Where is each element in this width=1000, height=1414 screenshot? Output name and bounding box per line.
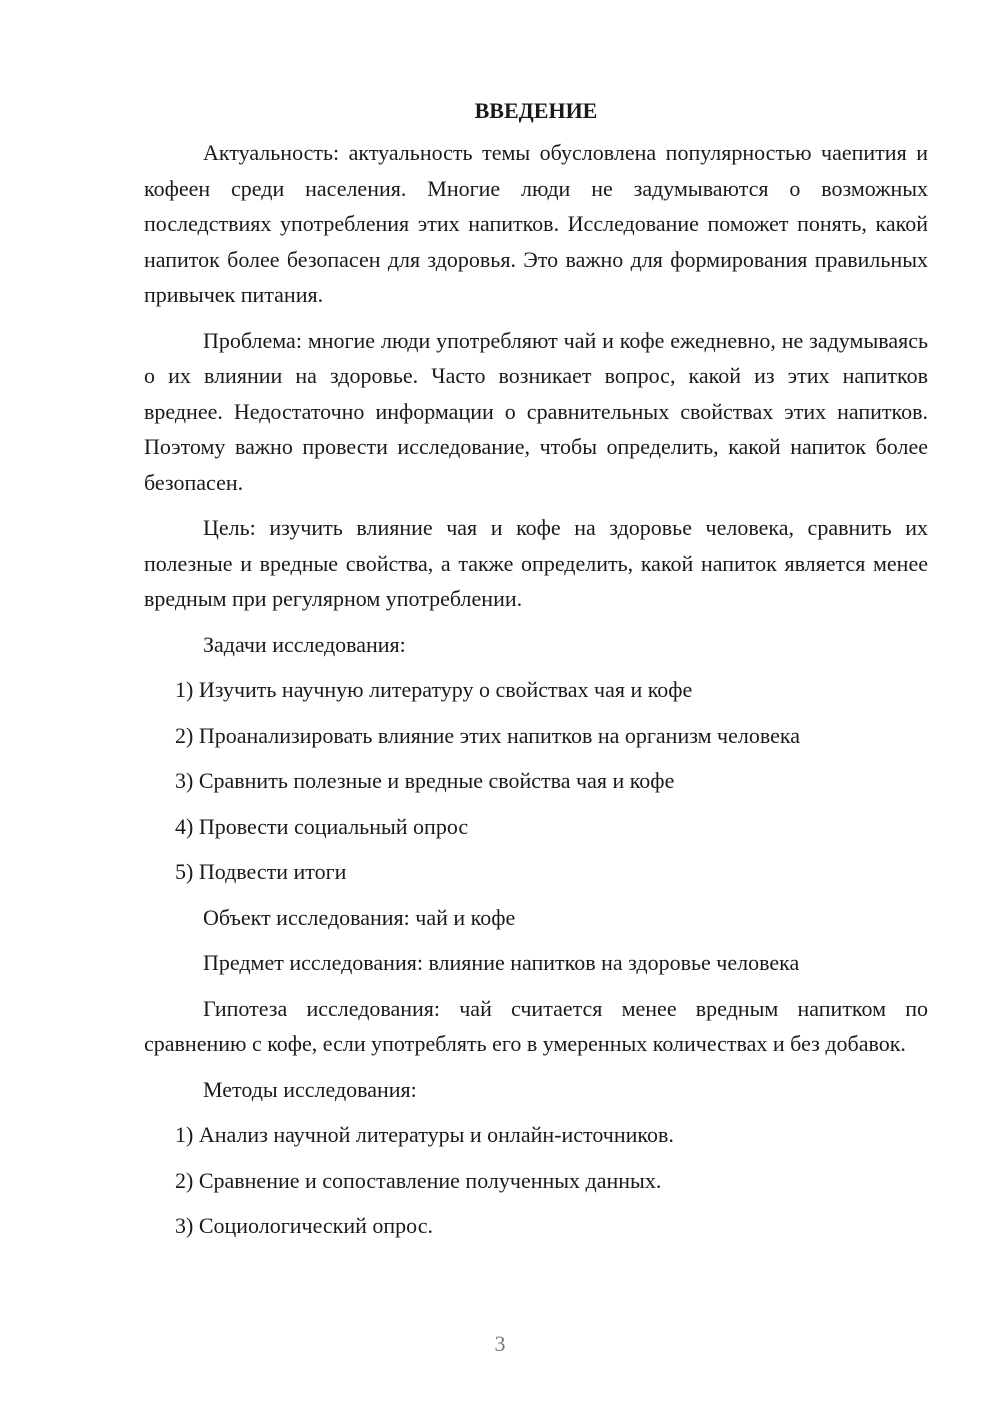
relevance-paragraph: Актуальность: актуальность темы обусловлена популярностью чаепития и кофеен среди населения. Многие люди не задумываются о возможных последствиях употребления этих напитков. Исследование поможет понять, какой напиток более безопасен для здоровья. Это важно для формирования правильных привычек питания. xyxy=(144,140,928,307)
section-title: ВВЕДЕНИЕ xyxy=(474,98,598,123)
methods-list xyxy=(144,1117,928,1244)
research-subject: Предмет исследования: влияние напитков на здоровье человека xyxy=(203,950,800,975)
task-item: 1) Изучить научную литературу о свойствах чая и кофе xyxy=(175,677,693,702)
methods-heading: Методы исследования: xyxy=(203,1076,417,1102)
task-item: 5) Подвести итоги xyxy=(175,859,347,884)
problem-paragraph: Проблема: многие люди употребляют чай и кофе ежедневно, не задумываясь о их влиянии на здоровье. Часто возникает вопрос, какой из этих напитков вреднее. Недостаточно информации о сравнительных свойствах этих напитков. Поэтому важно провести исследование, чтобы определить, какой напиток более безопасен. xyxy=(144,327,928,495)
goal-paragraph: Цель: изучить влияние чая и кофе на здоровье человека, сравнить их полезные и вредные свойства, а также определить, какой напиток является менее вредным при регулярном употреблении. xyxy=(144,515,928,611)
page-content xyxy=(144,96,928,1254)
page-number: 3 xyxy=(494,1331,506,1356)
method-item: 2) Сравнение и сопоставление полученных данных. xyxy=(175,1167,662,1193)
task-item: 2) Проанализировать влияние этих напитков на организм человека xyxy=(175,722,800,748)
task-item: 4) Провести социальный опрос xyxy=(175,813,469,839)
hypothesis-paragraph: Гипотеза исследования: чай считается менее вредным напитком по сравнению с кофе, если употреблять его в умеренных количествах и без добавок. xyxy=(144,995,928,1056)
method-item: 3) Социологический опрос. xyxy=(175,1213,433,1238)
task-item: 3) Сравнить полезные и вредные свойства чая и кофе xyxy=(175,768,675,793)
research-object: Объект исследования: чай и кофе xyxy=(203,904,516,930)
method-item: 1) Анализ научной литературы и онлайн-источников. xyxy=(175,1122,674,1147)
tasks-heading: Задачи исследования: xyxy=(203,631,406,657)
tasks-list xyxy=(144,672,928,890)
